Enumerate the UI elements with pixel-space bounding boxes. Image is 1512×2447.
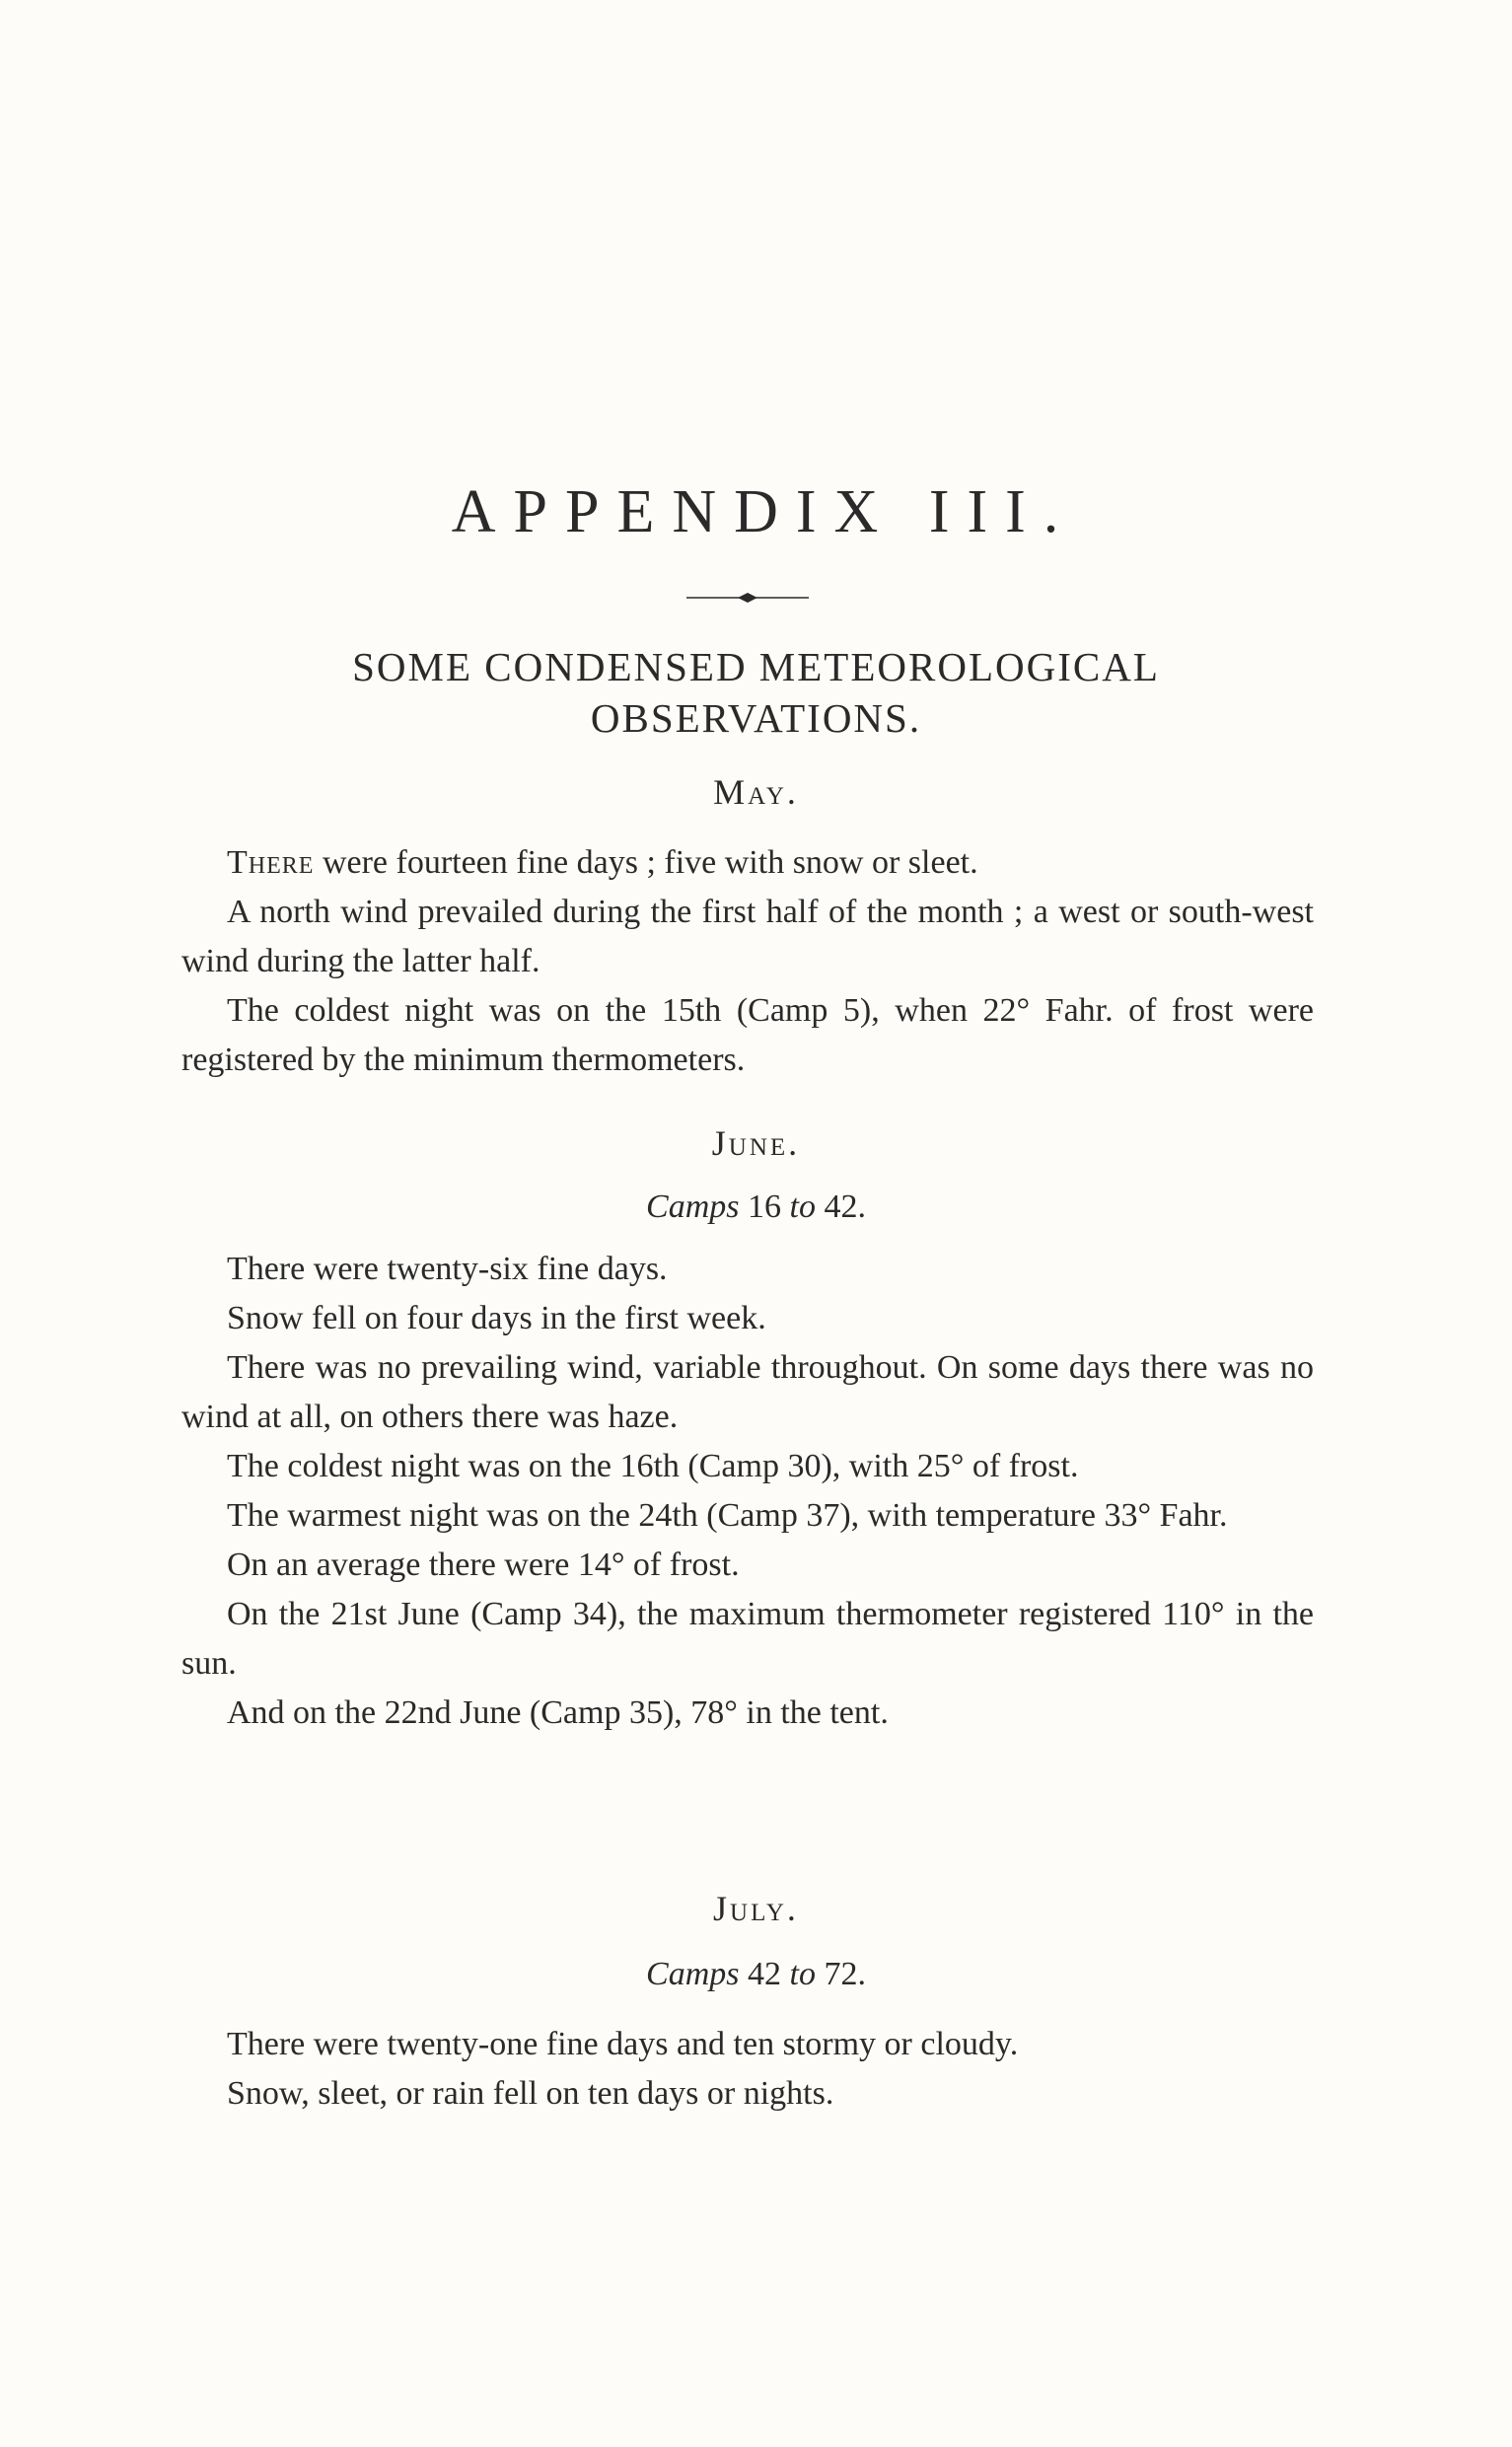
section-may	[181, 838, 1314, 1085]
june-camps-from: 16	[748, 1188, 781, 1225]
may-paragraph-2: A north wind prevailed during the first half of the month ; a west or south-west wind during the latter half.	[181, 894, 1314, 979]
may-paragraph-1	[181, 838, 1314, 888]
section-heading-may: May.	[713, 772, 799, 812]
subtitle-line-1: SOME CONDENSED METEOROLOGICAL	[352, 644, 1160, 689]
section-july	[181, 2020, 1314, 2119]
july-camps-to: 72.	[824, 1956, 866, 1992]
june-paragraph-4: The coldest night was on the 16th (Camp 30), with 25° of frost.	[227, 1448, 1079, 1484]
june-camps-range	[0, 1188, 1512, 1226]
june-camps-to: 42.	[824, 1188, 866, 1225]
subtitle	[0, 641, 1512, 744]
june-paragraph-1: There were twenty-six fine days.	[227, 1251, 668, 1287]
appendix-title: APPENDIX III.	[451, 478, 1077, 545]
june-paragraph-3: There was no prevailing wind, variable throughout. On some days there was no wind at all, on others there was haze.	[181, 1349, 1314, 1435]
may-first-word: There	[227, 844, 315, 881]
july-camps-to-word: to	[789, 1956, 816, 1992]
june-paragraph-7: On the 21st June (Camp 34), the maximum thermometer registered 110° in the sun.	[181, 1596, 1314, 1682]
july-camps-range	[0, 1956, 1512, 1993]
june-paragraph-2: Snow fell on four days in the first week.	[227, 1300, 766, 1336]
june-camps-to-word: to	[789, 1188, 816, 1225]
july-camps-from: 42	[748, 1956, 781, 1992]
july-paragraph-1: There were twenty-one fine days and ten stormy or cloudy.	[227, 2026, 1019, 2062]
june-paragraph-5: The warmest night was on the 24th (Camp 37), with temperature 33° Fahr.	[227, 1497, 1228, 1534]
may-paragraph-3: The coldest night was on the 15th (Camp 5), when 22° Fahr. of frost were registered by the minimum thermometers.	[181, 992, 1314, 1078]
july-camps-word: Camps	[646, 1956, 740, 1992]
subtitle-line-2: OBSERVATIONS.	[590, 695, 922, 741]
june-camps-word: Camps	[646, 1188, 740, 1225]
section-june	[181, 1245, 1314, 1738]
june-paragraph-6: On an average there were 14° of frost.	[227, 1547, 740, 1583]
june-paragraph-8: And on the 22nd June (Camp 35), 78° in the tent.	[227, 1694, 889, 1731]
july-paragraph-2: Snow, sleet, or rain fell on ten days or nights.	[227, 2075, 834, 2112]
section-heading-july: July.	[713, 1889, 799, 1928]
ornament-divider	[686, 592, 809, 604]
section-heading-june: June.	[711, 1123, 801, 1163]
may-paragraph-1-text: were fourteen fine days ; five with snow or sleet.	[314, 844, 978, 881]
